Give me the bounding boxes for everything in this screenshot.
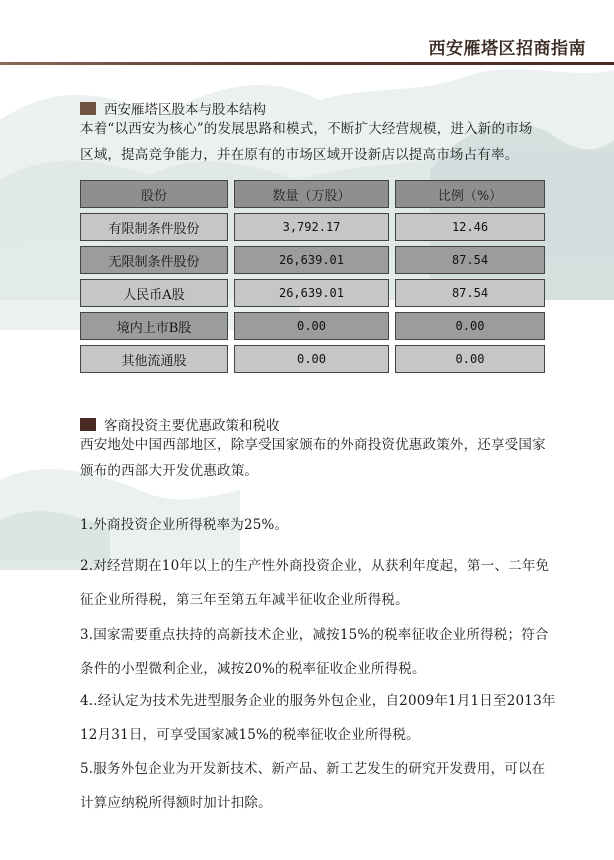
policy-line: 4..经认定为技术先进型服务企业的服务外包企业，自2009年1月1日至2013年 bbox=[80, 693, 556, 709]
intro-line: 西安地处中国西部地区，除享受国家颁布的外商投资优惠政策外，还享受国家 bbox=[80, 437, 546, 453]
table-header-cell: 比例（%） bbox=[395, 180, 545, 208]
table-row bbox=[80, 246, 545, 274]
policy-line: 计算应纳税所得额时加计扣除。 bbox=[80, 795, 272, 811]
policy-line: 条件的小型微利企业，减按20%的税率征收企业所得税。 bbox=[80, 661, 426, 677]
table-cell-qty: 26,639.01 bbox=[234, 246, 389, 274]
policy-line: 1.外商投资企业所得税率为25%。 bbox=[80, 517, 289, 533]
policy-item-1 bbox=[80, 512, 288, 538]
table-header-row bbox=[80, 180, 545, 208]
policy-line: 12月31日，可享受国家减15%的税率征收企业所得税。 bbox=[80, 727, 420, 743]
policy-line: 5.服务外包企业为开发新技术、新产品、新工艺发生的研究开发费用，可以在 bbox=[80, 761, 546, 777]
intro-line: 本着“以西安为核心”的发展思路和模式，不断扩大经营规模，进入新的市场 bbox=[80, 121, 533, 137]
policy-line: 2.对经营期在10年以上的生产性外商投资企业，从获利年度起，第一、二年免 bbox=[80, 558, 550, 574]
section-heading-text: 西安雁塔区股本与股本结构 bbox=[104, 102, 266, 118]
table-cell-name: 有限制条件股份 bbox=[80, 213, 228, 241]
table-cell-ratio: 0.00 bbox=[395, 345, 545, 373]
section1-intro bbox=[80, 116, 533, 168]
table-cell-ratio: 0.00 bbox=[395, 312, 545, 340]
policy-item-5 bbox=[80, 752, 545, 820]
intro-line: 区域，提高竞争能力，并在原有的市场区域开设新店以提高市场占有率。 bbox=[80, 147, 519, 163]
section-heading-equity bbox=[80, 98, 266, 118]
section2-intro bbox=[80, 432, 546, 484]
table-row bbox=[80, 345, 545, 373]
table-cell-name: 无限制条件股份 bbox=[80, 246, 228, 274]
table-row bbox=[80, 213, 545, 241]
table-cell-qty: 0.00 bbox=[234, 312, 389, 340]
policy-item-4 bbox=[80, 684, 556, 752]
table-row bbox=[80, 312, 545, 340]
intro-line: 颁布的西部大开发优惠政策。 bbox=[80, 463, 259, 479]
table-cell-qty: 3,792.17 bbox=[234, 213, 389, 241]
table-cell-ratio: 87.54 bbox=[395, 279, 545, 307]
equity-structure-table bbox=[80, 180, 545, 378]
table-cell-ratio: 87.54 bbox=[395, 246, 545, 274]
section-heading-incentives bbox=[80, 414, 280, 434]
page-header-title: 西安雁塔区招商指南 bbox=[428, 39, 586, 59]
table-cell-qty: 0.00 bbox=[234, 345, 389, 373]
header-divider bbox=[0, 62, 614, 65]
square-bullet-icon bbox=[80, 102, 96, 115]
policy-line: 3.国家需要重点扶持的高新技术企业，减按15%的税率征收企业所得税；符合 bbox=[80, 627, 549, 643]
table-header-cell: 数量（万股） bbox=[234, 180, 389, 208]
table-cell-qty: 26,639.01 bbox=[234, 279, 389, 307]
table-row bbox=[80, 279, 545, 307]
square-bullet-icon bbox=[80, 418, 96, 431]
table-cell-name: 境内上市B股 bbox=[80, 312, 228, 340]
policy-item-3 bbox=[80, 618, 549, 686]
table-header-cell: 股份 bbox=[80, 180, 228, 208]
table-cell-name: 人民币A股 bbox=[80, 279, 228, 307]
policy-line: 征企业所得税，第三年至第五年减半征收企业所得税。 bbox=[80, 592, 409, 608]
policy-item-2 bbox=[80, 549, 549, 617]
table-cell-name: 其他流通股 bbox=[80, 345, 228, 373]
table-cell-ratio: 12.46 bbox=[395, 213, 545, 241]
section-heading-text: 客商投资主要优惠政策和税收 bbox=[104, 418, 280, 434]
